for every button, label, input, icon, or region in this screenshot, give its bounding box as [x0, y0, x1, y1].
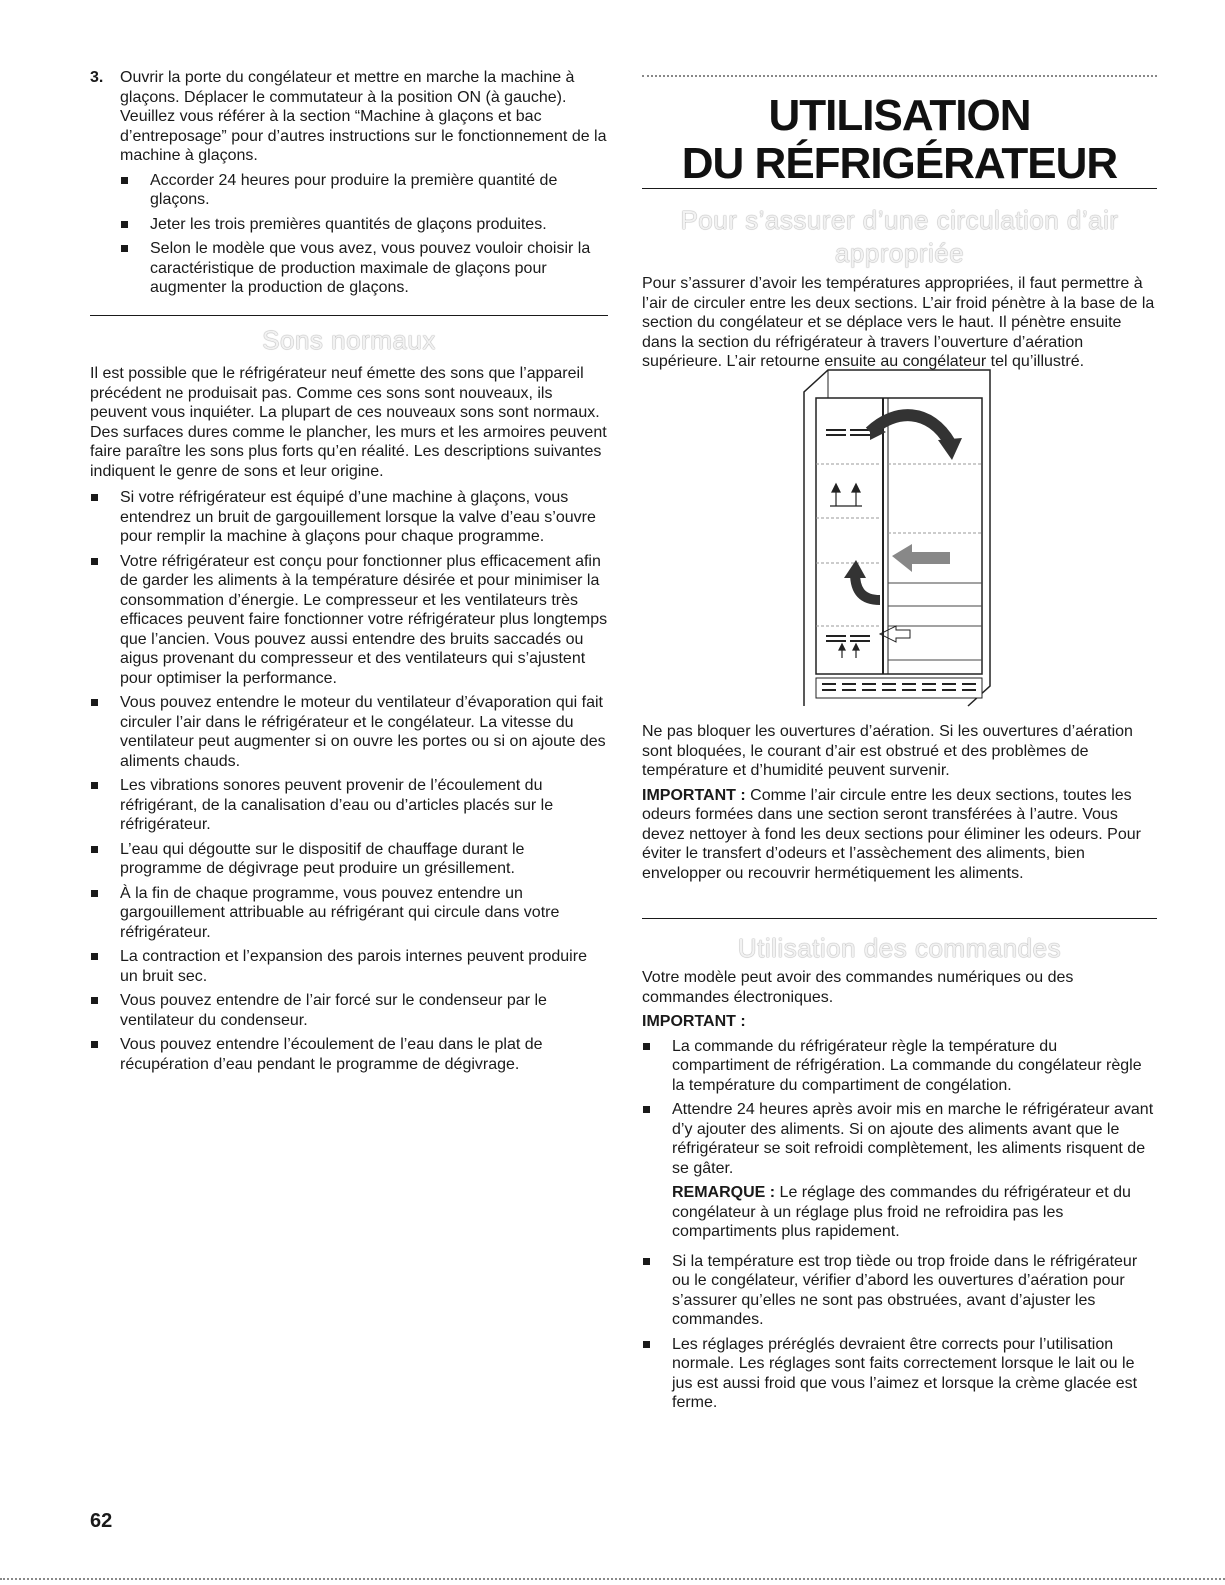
important-label-2: [642, 1012, 1157, 1032]
list-item: Les réglages préréglés devraient être corrects pour l’utilisation normale. Les réglages sont faits correctement lorsque le lait ou le jus est aussi froid que vous l’aimez et lorsque la crème glacée est ferme.: [642, 1335, 1157, 1413]
step-number: 3.: [90, 69, 104, 86]
list-item: Accorder 24 heures pour produire la première quantité de glaçons.: [120, 171, 608, 210]
list-item: Vous pouvez entendre le moteur du ventilateur d’évaporation qui fait circuler l’air dans le réfrigérateur et le congélateur. La vitesse du ventilateur peut augmenter si on ouvre les portes ou si on ajoute des aliments chauds.: [90, 693, 608, 771]
list-item: La commande du réfrigérateur règle la température du compartiment de réfrigération. La commande du congélateur règle la température du compartiment de congélation.: [642, 1037, 1157, 1096]
circulation-para-2: Ne pas bloquer les ouvertures d’aération. Si les ouvertures d’aération sont bloquées, le courant d’air est obstrué et des problèmes de température et d’humidité peuvent survenir.: [642, 723, 1133, 779]
section-divider: [90, 315, 608, 316]
list-item: La contraction et l’expansion des parois internes peuvent produire un bruit sec.: [90, 947, 608, 986]
important-label: IMPORTANT :: [642, 786, 746, 804]
circulation-section: [642, 204, 1157, 377]
step-3-bullets: [120, 171, 608, 298]
commandes-section: [642, 932, 1157, 1418]
sons-intro: Il est possible que le réfrigérateur neuf émette des sons que l’appareil précédent ne produisait pas. Comme ces sons sont nouveaux, ils peuvent vous inquiéter. La plupart de ces nouveaux sons sont normaux. Des surfaces dures comme le plancher, les murs et les armoires peuvent faire paraître les sons plus forts qu’en réalité. Les descriptions suivantes indiquent le genre de sons et leur origine.: [90, 365, 607, 480]
commandes-bullets: [642, 1037, 1157, 1179]
commandes-intro: Votre modèle peut avoir des commandes numériques ou des commandes électroniques.: [642, 969, 1074, 1006]
important-text: Comme l’air circule entre les deux sections, toutes les odeurs formées dans une section seront transférées à l’autre. Vous devez nettoyer à fond les deux sections pour éliminer les odeurs. Pour éviter le transfert d’odeurs et l’assèchement des aliments, bien envelopper ou recouvrir hermétiquement les aliments.: [642, 786, 1141, 882]
step-3: [90, 68, 608, 303]
list-item: Si la température est trop tiède ou trop froide dans le réfrigérateur ou le congélateur, vérifier d’abord les ouvertures d’aération pour s’assurer qu’elles ne sont pas obstruées, avant d’ajuster les commandes.: [642, 1252, 1157, 1330]
sons-section: [90, 324, 608, 1079]
list-item: Vous pouvez entendre l’écoulement de l’eau dans le plat de récupération d’eau pendant le programme de dégivrage.: [90, 1035, 608, 1074]
section-heading: Utilisation des commandes: [737, 933, 1062, 963]
title-line-1: UTILISATION: [768, 91, 1031, 140]
remarque-text: Le réglage des commandes du réfrigérateur et du congélateur à un réglage plus froid ne refroidira pas les compartiments plus rapidement.: [672, 1184, 1131, 1240]
sons-bullets: [90, 488, 608, 1074]
title-line-2: DU RÉFRIGÉRATEUR: [681, 139, 1118, 188]
list-item: Selon le modèle que vous avez, vous pouvez vouloir choisir la caractéristique de production maximale de glaçons pour augmenter la production de glaçons.: [120, 239, 608, 298]
bottom-dotted-rule: [0, 1578, 1225, 1580]
air-circulation-illustration: [800, 368, 1000, 708]
list-item: Votre réfrigérateur est conçu pour fonctionner plus efficacement afin de garder les aliments à la température désirée et pour minimiser la consommation d’énergie. Le compresseur et les ventilateurs très efficaces peuvent faire fonctionner votre réfrigérateur plus longtemps que l’ancien. Vous pouvez aussi entendre des bruits saccadés ou aigus provenant du compresseur et des ventilateurs qui s’ajustent pour optimiser la performance.: [90, 552, 608, 689]
section-divider: [642, 188, 1157, 189]
section-heading: Sons normaux: [262, 325, 436, 355]
important-note: [642, 786, 1157, 884]
chapter-title: [642, 92, 1157, 188]
list-item: À la fin de chaque programme, vous pouvez entendre un gargouillement attribuable au réfrigérant qui circule dans votre réfrigérateur.: [90, 884, 608, 943]
page-number: 62: [90, 1510, 113, 1532]
list-item: L’eau qui dégoutte sur le dispositif de chauffage durant le programme de dégivrage peut produire un grésillement.: [90, 840, 608, 879]
remarque-label: REMARQUE :: [672, 1184, 776, 1201]
step-text: Ouvrir la porte du congélateur et mettre en marche la machine à glaçons. Déplacer le commutateur à la position ON (à gauche). Veuillez vous référer à la section “Machine à glaçons et bac d’entreposage” pour d’autres instructions sur le fonctionnement de la machine à glaçons.: [120, 69, 607, 164]
commandes-bullets-2: [642, 1252, 1157, 1413]
top-dotted-rule: [642, 75, 1157, 77]
list-item: Jeter les trois premières quantités de glaçons produites.: [120, 215, 608, 235]
circulation-para-1: Pour s’assurer d’avoir les températures appropriées, il faut permettre à l’air de circuler entre les deux sections. L’air froid pénètre à la base de la section du congélateur et se déplace vers le haut. Il pénètre ensuite dans la section du réfrigérateur à travers l’ouverture d’aération supérieure. L’air retourne ensuite au congélateur tel qu’illustré.: [642, 275, 1155, 370]
list-item: Si votre réfrigérateur est équipé d’une machine à glaçons, vous entendrez un bruit de gargouillement lorsque la valve d’eau s’ouvre pour remplir la machine à glaçons pour chaque programme.: [90, 488, 608, 547]
list-item: Vous pouvez entendre de l’air forcé sur le condenseur par le ventilateur du condenseur.: [90, 991, 608, 1030]
section-heading: Pour s’assurer d’une circulation d’air appropriée: [680, 205, 1119, 268]
remarque-note: [672, 1183, 1157, 1242]
section-divider: [642, 918, 1157, 919]
list-item: Les vibrations sonores peuvent provenir de l’écoulement du réfrigérant, de la canalisation d’eau ou d’articles placés sur le réfrigérateur.: [90, 776, 608, 835]
important-label: IMPORTANT :: [642, 1013, 746, 1030]
list-item: Attendre 24 heures après avoir mis en marche le réfrigérateur avant d’y ajouter des aliments. Si on ajoute des aliments avant que le réfrigérateur se soit refroidi complètement, les aliments risquent de se gâter.: [642, 1100, 1157, 1178]
circulation-notes: [642, 722, 1157, 888]
